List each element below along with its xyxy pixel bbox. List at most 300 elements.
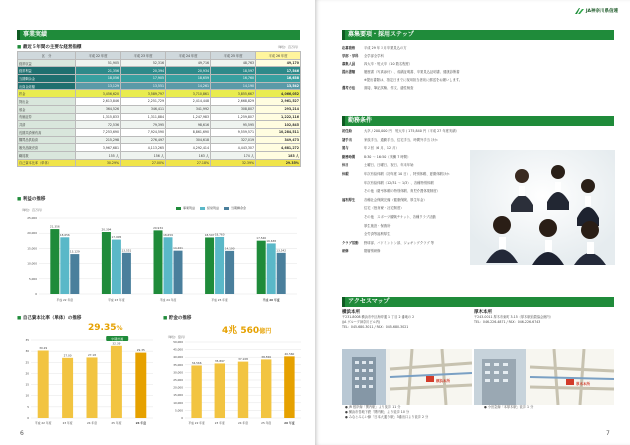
table-cell: 18,056 [76,75,121,83]
office-atsugi-address: 〒243-0011 厚木市東町 3-15（厚木駅前農協会館内） [474,315,553,319]
office-atsugi-tel: TEL：046-226-4871 / FAX：046-226-6743 [474,320,541,324]
table-row-label: 貯金 [18,90,76,98]
route-item: ● JR 根岸線「関内駅」より徒歩 11 分 [345,405,401,409]
table-cell: 2,613,846 [76,98,121,106]
info-row [342,205,404,210]
x-category-label: 平成 22 年度 [34,421,52,425]
profit-chart [17,212,302,307]
table-cell: 308,807 [211,105,256,113]
x-category-label: 23 年度 [62,421,73,425]
table-cell: 27.00% [121,159,166,167]
table-row-label: 貸出金 [18,98,76,106]
table-cell: 27.18% [166,159,211,167]
office-yokohama-building: (JA グループ神奈川ビル内) [342,320,381,324]
info-key [342,231,364,236]
info-key [342,180,364,185]
table-header-cell: 平成 26 年度 [256,52,301,60]
route-item: ● 横浜市営地下鉄「関内駅」より徒歩 10 分 [345,410,410,414]
table-row-label: 預金 [18,105,76,113]
profit-bar [60,237,69,294]
ja-leaf-icon [575,8,584,14]
y-tick-label: 0 [35,292,37,296]
table-cell: 13,551 [121,82,166,90]
bar-value-label: 16,638 [266,238,277,243]
capital-chart-subtitle: ■ 自己資本比率（単体）の推移 [17,315,81,321]
info-value: 野球部、バドミントン部、ジョギングクラブ 等 [364,240,435,245]
savings-chart-subtitle: ■ 貯金の推移 [163,315,191,321]
y-tick-label: 5 [27,404,29,409]
table-cell: 29.35% [256,159,301,167]
info-value: 土曜日、日曜日、祝日、年末年始 [364,163,414,168]
y-tick-label: 10 [25,393,29,398]
table-row [18,128,301,136]
map-label-atsugi: 厚木本所 [576,382,590,386]
section-header-work: 勤務条件 [342,116,614,126]
x-category-label: 平成 22 年度 [188,421,205,425]
profit-bar [122,253,131,294]
table-row-label: 経常収益 [18,59,76,67]
table-cell: 2,961,527 [256,98,301,106]
bar [215,363,225,418]
info-key: クラブ活動 [342,240,359,245]
table-cell: 7,924,590 [121,128,166,136]
yokohama-map [342,349,472,405]
y-tick-label: 10,000 [27,261,37,266]
info-value: 厚生施設・保養所 [364,223,391,228]
savings-chart [163,338,303,430]
x-category-label: 平成 26 年度 [262,298,280,302]
y-tick-label: 25,000 [173,378,183,382]
info-row [342,61,412,66]
table-cell: 51,905 [76,59,121,67]
info-row [342,214,436,219]
table-cell: 2,414,448 [166,98,211,106]
table-cell: 7,253,690 [76,128,121,136]
y-tick-label: 10,000 [173,400,183,405]
bar-value-label: 20,394 [101,227,112,232]
table-cell: 102,845 [256,121,301,129]
info-key [342,223,364,228]
y-tick-label: 40,000 [173,355,183,360]
table-cell: 17,905 [121,75,166,83]
info-key: 研修 [342,249,349,254]
y-tick-label: 30 [25,349,29,354]
table-cell: 16,638 [256,75,301,83]
capital-ratio-chart [17,334,157,430]
office-atsugi [474,310,553,325]
bar-value-label: 18,597 [204,232,215,237]
table-row [18,67,301,75]
info-value: 各種社会保険完備（健康保険、厚生年金） [364,197,427,202]
brand-name: JA神奈川県信連 [585,9,618,14]
table-row [18,98,301,106]
table-cell: 293,214 [256,105,301,113]
info-key [342,77,364,82]
info-value: 階層別研修 [364,249,381,254]
profit-bar [154,230,163,294]
x-category-label: 25 年度 [261,421,272,425]
table-row-label: 長期共済保有高 [18,128,76,136]
table-cell: 174 人 [211,151,256,159]
map-label-yokohama: 横浜本所 [436,379,450,383]
table-cell: 79,395 [121,121,166,129]
y-tick-label: 20,000 [27,231,37,236]
table-row-label: 共済 [18,121,76,129]
table-cell: 20,934 [166,67,211,75]
bar-value-label: 13,129 [69,249,80,254]
route-text: 横浜市営地下鉄「関内駅」より徒歩 10 分 [348,410,410,414]
table-cell: 3,456,620 [76,90,121,98]
table-cell: 3,967,681 [76,144,121,152]
info-row [342,154,410,159]
profit-chart-subtitle: ■ 利益の推移 [17,196,45,202]
table-cell: 163 人 [166,151,211,159]
bar [62,358,73,418]
table-cell: 4,443,307 [211,144,256,152]
bar-value-label: 27.00 [63,353,72,358]
table-cell: 18,659 [166,75,211,83]
employees-photo [470,150,615,265]
table-cell: 1,247,983 [166,113,211,121]
savings-highlight-value: 4兆 560 [222,326,260,336]
table-cell: 183 人 [256,151,301,159]
info-key [342,188,364,193]
profit-bar [50,229,59,294]
table-cell: 341,992 [166,105,211,113]
bar-value-label: 13,542 [276,248,287,253]
profit-chart-unit: （単位：百万円） [20,208,45,212]
y-tick-label: 15 [25,382,29,387]
table-cell: 364,526 [76,105,121,113]
info-key: 提出書類 [342,70,356,74]
x-category-label: 26 年度 [284,421,295,425]
table-header-cell: 平成 24 年度 [166,52,211,60]
table-row [18,121,301,129]
info-row [342,45,407,50]
table-cell: 48,763 [211,59,256,67]
info-key: 初任給 [342,129,352,133]
info-key: 勤務時間 [342,154,356,159]
table-cell: 3,710,861 [166,90,211,98]
info-value: 全労済等福利厚生 [364,232,391,237]
table-row-label: 出資金総額 [18,82,76,90]
table-row [18,59,301,67]
brand-logo [575,8,618,14]
table-cell: 156 人 [121,151,166,159]
info-row [342,77,462,82]
table-cell: 4,066,052 [256,90,301,98]
office-yokohama-tel: TEL：045-680-3011 / FAX：045-680-3021 [342,325,409,329]
info-key: 休日 [342,163,349,168]
table-row [18,90,301,98]
table-row [18,136,301,144]
profit-bar [267,243,276,294]
route-text: 小田急線「本厚木駅」徒歩 1 分 [487,405,534,409]
table-cell: 14,261 [166,82,211,90]
bar-value-label: 14,190 [224,246,235,251]
table-cell: 2,251,729 [121,98,166,106]
info-row [342,85,413,90]
table-row-label: 職員数 [18,151,76,159]
table-cell: 98,616 [166,121,211,129]
table-header-cell: 平成 23 年度 [121,52,166,60]
info-value: 四大卒・短大卒（10 数名程度） [364,62,413,66]
profit-bar [215,237,224,294]
info-value: 面接、筆記試験、作文、適性検査 [364,86,414,90]
bar-value-label: 30.29 [39,345,48,350]
table-cell: 346,411 [121,105,166,113]
table-row [18,159,301,167]
info-value: 年次有給休暇（12/31 〜 1/3）、各種特別休暇 [364,180,434,185]
info-value: 平成 29 年３月卒業見込の方 [364,46,407,50]
table-cell: 16,760 [211,75,256,83]
info-row [342,69,460,74]
bar-value-label: 17,546 [256,236,267,241]
y-tick-label: 25,000 [27,216,37,220]
table-cell: 276,497 [121,136,166,144]
table-header-cell: 区 分 [18,52,76,60]
route-text: みなとみらい線「日本大通り駅」3番出口より徒歩 2 分 [348,415,429,419]
info-row [342,240,434,245]
info-row [342,188,440,193]
table-cell: 14,190 [211,82,256,90]
y-tick-label: 35 [25,338,29,342]
legend-swatch-surplus [224,207,229,210]
table-cell: 155 人 [76,151,121,159]
info-key: 諸手当 [342,137,352,142]
table-cell: 4,292,414 [166,144,211,152]
bar [135,353,146,418]
office-yokohama-address: 〒231-8008 横浜市中区海岸通 1 丁目 2 番地の 2 [342,315,415,319]
bar [284,356,294,418]
info-value: その他 スポーツ観戦チケット、各種クラブ活動 [364,215,436,219]
info-value: その他（慶弔休暇の特別休暇、育児介護休業制度） [364,189,440,194]
table-cell: 17,546 [256,67,301,75]
bar [238,362,248,418]
financial-table [17,51,301,167]
table-row-label: 経常利益 [18,67,76,75]
info-key: 休暇 [342,172,349,176]
table-cell: 3,855,667 [211,90,256,98]
info-value: 全学部全学科 [364,54,384,58]
table-row [18,105,301,113]
info-row [342,248,380,253]
section-header-recruit: 募集要項・採用ステップ [342,30,614,40]
table-row [18,113,301,121]
info-value: 年次有給休暇（初年度 10 日）、特別休暇、夏期休暇ほか [364,172,450,176]
table-cell: 10,284,511 [256,128,301,136]
routes-yokohama [345,405,428,420]
route-item: ● みなとみらい線「日本大通り駅」3番出口より徒歩 2 分 [345,415,429,419]
info-key: 賞与 [342,146,349,151]
y-tick-label: 5,000 [28,276,37,281]
info-row [342,171,449,176]
y-tick-label: 30,000 [173,370,183,375]
y-tick-label: 15,000 [27,246,37,251]
table-row-label: 当期剰余金 [18,75,76,83]
x-category-label: 24 年度 [237,421,249,425]
bar [261,359,271,418]
savings-chart-unit: （単位：億円） [166,335,188,339]
profit-bar [70,254,79,294]
x-category-label: 平成 22 年度 [56,298,74,302]
route-text: JR 根岸線「関内駅」より徒歩 11 分 [348,405,401,409]
bar-value-label: 13,551 [121,248,132,253]
table-subtitle: ■ 最近５年間の主要な経営指標 [17,44,81,50]
info-key: 選考方法 [342,86,356,90]
page-number-left: 6 [20,430,24,437]
bar-value-label: 32.39 [112,341,121,346]
profit-bar [205,237,214,294]
info-key: 募集人員 [342,62,356,66]
office-yokohama [342,310,414,330]
table-unit: （単位：百万円） [275,45,300,49]
x-category-label: 平成 23 年度 [108,298,125,302]
info-value: ※提出書類は、指定日までに採用担当者宛に郵送をお願いします。 [364,78,463,82]
bar [191,365,201,418]
profit-bar [225,251,234,294]
table-cell: 21,356 [76,67,121,75]
info-row [342,197,427,202]
bar-value-label: 14,261 [173,246,183,251]
x-category-label: 23 年度 [214,421,225,425]
x-category-label: 25 年度 [111,421,122,425]
section-header-access: アクセスマップ [342,297,614,307]
table-cell: 4,113,265 [121,144,166,152]
table-cell: 13,129 [76,82,121,90]
table-cell: 1,222,116 [256,113,301,121]
profit-bar [257,241,266,294]
info-value: 大卒 / 200,000 円 短大卒 / 175,840 円（平成 27 年度実績） [364,129,459,133]
table-cell: 349,473 [256,136,301,144]
x-category-label: 26 年度 [135,421,147,425]
info-row [342,180,434,185]
table-row-label: 自己資本比率（単体） [18,159,76,167]
info-row [342,145,399,150]
bar-value-label: 18,659 [163,232,173,237]
bar-value-label: 27.18 [87,352,97,357]
bar-value-label: 18,656 [59,232,70,237]
info-row [342,128,459,133]
table-cell: 18,597 [211,67,256,75]
x-category-label: 平成 25 年度 [211,298,228,302]
table-cell: 95,595 [211,121,256,129]
table-cell: 1,311,884 [121,113,166,121]
routes-atsugi [484,405,533,410]
bar [87,357,98,418]
x-category-label: 24 年度 [86,421,98,425]
capital-highlight-unit: % [116,325,123,332]
info-key: 福利厚生 [342,197,356,202]
table-cell: 304,618 [166,136,211,144]
savings-highlight-unit: 億円 [259,328,272,335]
info-row [342,137,438,142]
y-tick-label: 25 [25,360,29,365]
table-row [18,75,301,83]
page-number-right: 7 [606,430,610,437]
info-row [342,53,384,58]
bar [111,346,122,418]
savings-highlight [222,323,271,336]
table-cell: 8,861,690 [166,128,211,136]
y-tick-label: 20,000 [173,385,183,390]
table-row-label: 販売品販売高 [18,144,76,152]
info-value: 8:30 〜 16:50（実働 7 時間） [364,154,411,159]
bar [38,350,49,418]
office-atsugi-name: 厚木本所 [474,310,492,315]
info-value: 家族手当、通勤手当、住宅手当、時間外手当 ほか [364,137,438,142]
info-value: 住宅（独身寮・社宅制度） [364,206,404,211]
legend-label-surplus: 当期剰余金 [231,206,247,210]
table-header-cell: 平成 22 年度 [76,52,121,60]
table-row [18,151,301,159]
bar-value-label: 21,356 [49,224,60,229]
y-tick-label: 20 [25,371,29,376]
profit-bar [277,253,286,294]
table-cell: 3,589,797 [121,90,166,98]
bar-value-label: 35,897 [214,358,225,363]
info-row [342,231,390,236]
bar-value-label: 18,760 [214,232,225,237]
info-key [342,205,364,210]
table-row [18,144,301,152]
table-header-cell: 平成 25 年度 [211,52,256,60]
table-cell: 32.39% [211,159,256,167]
table-row-label: 購買品供給高 [18,136,76,144]
table-row-label: 有価証券 [18,113,76,121]
x-category-label: 平成 24 年度 [159,298,177,302]
table-cell: 4,681,272 [256,144,301,152]
y-tick-label: 35,000 [173,362,183,367]
profit-bar [174,251,183,294]
office-yokohama-name: 横浜本所 [342,310,360,315]
y-tick-label: 50,000 [173,340,183,344]
y-tick-label: 0 [27,416,29,420]
bar-value-label: 17,905 [111,235,122,240]
y-tick-label: 5,000 [174,408,183,413]
legend-swatch-operating [176,207,181,210]
section-header-results: 事業実績 [17,30,300,40]
legend-swatch-ordinary [200,207,205,210]
table-cell: 215,298 [76,136,121,144]
info-key: 学部・学科 [342,54,359,58]
info-value: 年２回（6 月、12 月） [364,146,399,151]
bar-value-label: 40,560 [284,351,295,356]
info-value: 履歴書（写真添付）、成績証明書、卒業見込証明書、健康診断書 [364,70,460,74]
table-cell: 49,716 [166,59,211,67]
profit-bar [102,232,111,294]
table-cell: 1,259,807 [211,113,256,121]
y-tick-label: 45,000 [173,347,183,352]
bar-value-label: 34,566 [191,360,202,365]
bar-value-label: 29.35 [136,348,145,353]
info-row [342,162,413,167]
route-item: ● 小田急線「本厚木駅」徒歩 1 分 [484,405,534,409]
legend-label-operating: 事業利益 [183,206,196,210]
table-cell: 72,536 [76,121,121,129]
profit-legend [176,206,246,210]
profit-bar [112,240,121,294]
table-cell: 52,316 [121,59,166,67]
table-cell: 30.29% [76,159,121,167]
bar-value-label: 37,108 [238,357,248,362]
y-tick-label: 0 [181,416,183,420]
bar-value-label: 20,934 [153,225,163,230]
bar-value-label: 38,556 [261,354,272,359]
table-cell: 1,315,833 [76,113,121,121]
table-cell: 13,542 [256,82,301,90]
table-cell: 49,170 [256,59,301,67]
